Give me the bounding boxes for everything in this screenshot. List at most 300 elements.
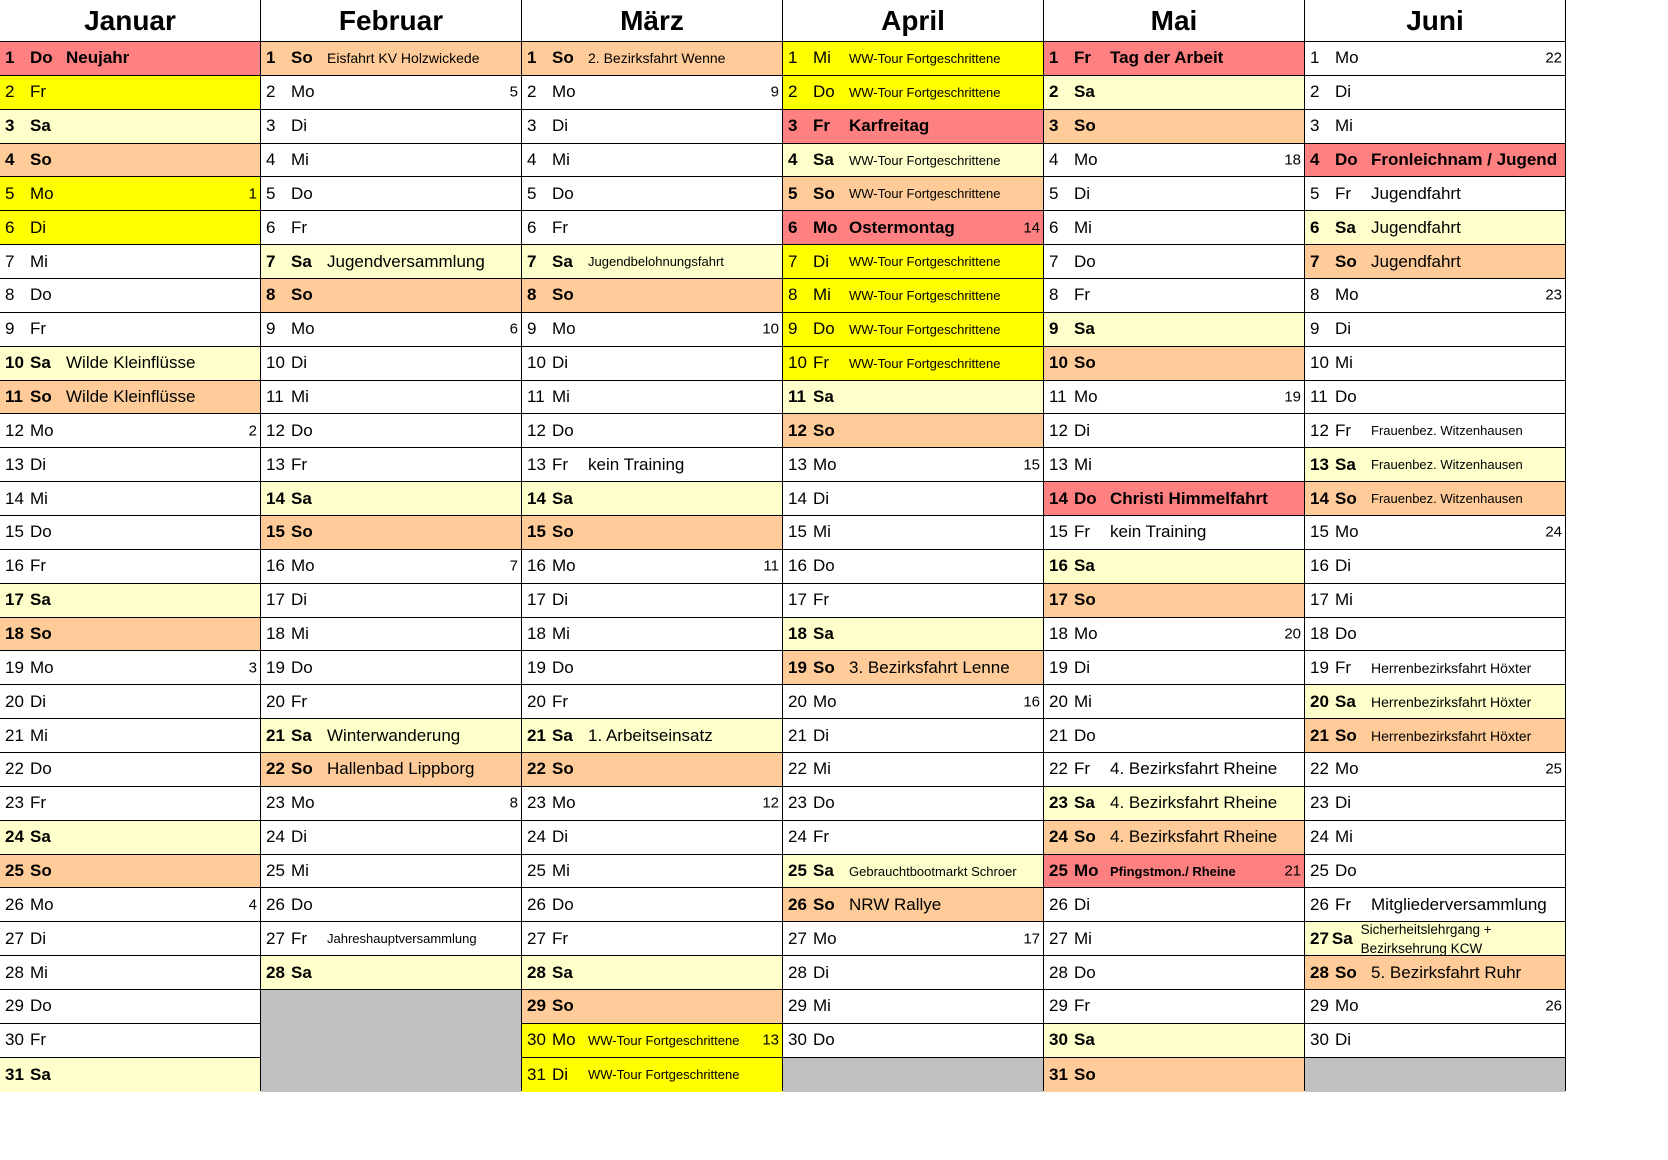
weekday: Fr — [813, 827, 830, 847]
day-row — [0, 753, 260, 787]
week-number: 11 — [763, 557, 779, 575]
weekday: Mi — [1335, 590, 1353, 610]
day-row — [783, 990, 1043, 1024]
day-row — [783, 144, 1043, 178]
day-number: 9 — [266, 319, 276, 339]
day-number: 15 — [1310, 522, 1329, 542]
weekday: So — [552, 759, 574, 779]
day-row — [1044, 177, 1304, 211]
day-number: 1 — [788, 48, 798, 68]
day-row — [0, 482, 260, 516]
day-row — [522, 414, 782, 448]
day-row — [1305, 211, 1565, 245]
weekday: Fr — [1335, 657, 1352, 677]
weekday: Mo — [552, 793, 576, 813]
day-number: 28 — [5, 962, 24, 982]
day-number: 15 — [788, 522, 807, 542]
day-row — [0, 313, 260, 347]
day-row — [261, 618, 521, 652]
week-number: 12 — [762, 794, 779, 812]
day-row — [522, 211, 782, 245]
day-row — [522, 516, 782, 550]
day-row — [1305, 347, 1565, 381]
day-row — [1044, 1024, 1304, 1058]
weekday: Mo — [552, 82, 576, 102]
day-number: 9 — [1310, 319, 1320, 339]
day-number: 13 — [5, 454, 24, 474]
day-number: 8 — [266, 285, 276, 305]
weekday: Fr — [30, 1030, 47, 1050]
day-row — [1044, 753, 1304, 787]
day-number: 6 — [788, 217, 798, 237]
event-label: 5. Bezirksfahrt Ruhr — [1371, 962, 1522, 982]
weekday: Mi — [1074, 691, 1092, 711]
week-number: 14 — [1023, 219, 1040, 237]
day-number: 19 — [527, 657, 546, 677]
day-row — [261, 211, 521, 245]
day-row — [1305, 821, 1565, 855]
weekday: Mo — [30, 183, 54, 203]
weekday: Mo — [1335, 48, 1359, 68]
day-number: 1 — [1310, 48, 1320, 68]
day-number: 26 — [788, 894, 807, 914]
weekday: Mi — [30, 488, 48, 508]
day-row — [261, 381, 521, 415]
day-number: 27 — [788, 928, 807, 948]
event-label: Wilde Kleinflüsse — [66, 353, 196, 373]
empty-day-cell — [261, 1058, 521, 1092]
weekday: Mo — [1335, 522, 1359, 542]
event-label: 4. Bezirksfahrt Rheine — [1110, 827, 1278, 847]
weekday: Fr — [291, 217, 308, 237]
day-row — [0, 211, 260, 245]
event-label: Jugendversammlung — [327, 251, 485, 271]
event-label: Wilde Kleinflüsse — [66, 387, 196, 407]
day-row — [261, 76, 521, 110]
day-number: 2 — [1310, 82, 1320, 102]
day-row — [522, 787, 782, 821]
event-label: Mitgliederversammlung — [1371, 894, 1547, 914]
day-row — [783, 651, 1043, 685]
day-row — [522, 347, 782, 381]
weekday: Mo — [1335, 996, 1359, 1016]
weekday: Do — [813, 793, 835, 813]
weekday: Sa — [291, 962, 312, 982]
day-row — [1044, 347, 1304, 381]
weekday: Fr — [1335, 420, 1352, 440]
event-label: WW-Tour Fortgeschrittene — [849, 287, 1001, 303]
day-row — [522, 110, 782, 144]
event-label: Neujahr — [66, 48, 130, 68]
day-row — [522, 685, 782, 719]
empty-day-cell — [261, 1024, 521, 1058]
day-number: 25 — [266, 861, 285, 881]
weekday: Mi — [1074, 217, 1092, 237]
day-number: 8 — [788, 285, 798, 305]
day-number: 31 — [527, 1064, 546, 1084]
weekday: Mi — [1074, 928, 1092, 948]
day-number: 18 — [788, 624, 807, 644]
day-number: 23 — [266, 793, 285, 813]
weekday: Di — [291, 353, 308, 373]
week-number: 4 — [248, 896, 257, 914]
day-row — [261, 956, 521, 990]
event-label: 1. Arbeitseinsatz — [588, 725, 713, 745]
day-row — [261, 144, 521, 178]
day-row — [1305, 313, 1565, 347]
weekday: So — [1074, 1064, 1096, 1084]
day-number: 30 — [5, 1030, 24, 1050]
weekday: Mo — [813, 454, 837, 474]
day-row — [1044, 42, 1304, 76]
week-number: 9 — [770, 83, 779, 101]
day-number: 26 — [1310, 894, 1329, 914]
day-row — [261, 448, 521, 482]
day-number: 1 — [266, 48, 276, 68]
day-number: 15 — [527, 522, 546, 542]
day-row — [0, 448, 260, 482]
day-number: 16 — [788, 556, 807, 576]
weekday: Do — [1074, 725, 1096, 745]
day-number: 23 — [1310, 793, 1329, 813]
day-row — [783, 888, 1043, 922]
weekday: Do — [291, 183, 313, 203]
day-row — [783, 719, 1043, 753]
day-row — [261, 414, 521, 448]
day-row — [0, 245, 260, 279]
weekday: Mo — [1074, 624, 1098, 644]
week-number: 23 — [1545, 286, 1562, 304]
weekday: So — [30, 624, 52, 644]
day-row — [0, 381, 260, 415]
weekday: Di — [1074, 657, 1091, 677]
weekday: Mi — [813, 48, 831, 68]
day-number: 14 — [527, 488, 546, 508]
day-number: 11 — [1049, 387, 1067, 407]
weekday: Sa — [552, 251, 573, 271]
day-number: 25 — [5, 861, 24, 881]
weekday: Sa — [291, 725, 312, 745]
day-number: 8 — [527, 285, 537, 305]
weekday: Sa — [30, 353, 51, 373]
day-row — [1044, 448, 1304, 482]
weekday: So — [813, 183, 835, 203]
month-column-februar — [261, 0, 522, 1091]
day-row — [1305, 922, 1565, 956]
day-row — [522, 1024, 782, 1058]
day-row — [783, 821, 1043, 855]
day-row — [0, 719, 260, 753]
day-number: 24 — [527, 827, 546, 847]
event-label: Eisfahrt KV Holzwickede — [327, 50, 480, 67]
day-row — [783, 245, 1043, 279]
weekday: Mo — [291, 319, 315, 339]
day-row — [0, 42, 260, 76]
month-header: Februar — [261, 0, 521, 42]
event-label: WW-Tour Fortgeschrittene — [588, 1067, 740, 1083]
weekday: Do — [1335, 387, 1357, 407]
week-number: 21 — [1284, 862, 1301, 880]
day-row — [522, 584, 782, 618]
weekday: Mo — [30, 420, 54, 440]
day-number: 3 — [788, 116, 798, 136]
month-header: Januar — [0, 0, 260, 42]
day-row — [1305, 584, 1565, 618]
day-row — [261, 753, 521, 787]
day-number: 27 — [527, 928, 546, 948]
day-number: 17 — [788, 590, 807, 610]
event-label: WW-Tour Fortgeschrittene — [588, 1032, 740, 1048]
day-number: 12 — [527, 420, 546, 440]
day-row — [1305, 381, 1565, 415]
weekday: Sa — [291, 251, 312, 271]
day-number: 9 — [5, 319, 15, 339]
day-number: 16 — [527, 556, 546, 576]
day-row — [1305, 956, 1565, 990]
day-row — [261, 245, 521, 279]
day-row — [522, 618, 782, 652]
day-row — [783, 956, 1043, 990]
day-row — [1305, 990, 1565, 1024]
day-number: 30 — [1049, 1030, 1068, 1050]
day-row — [1044, 414, 1304, 448]
day-number: 22 — [5, 759, 24, 779]
day-number: 24 — [1310, 827, 1329, 847]
day-row — [261, 177, 521, 211]
event-label: Frauenbez. Witzenhausen — [1371, 423, 1523, 439]
weekday: Do — [1335, 150, 1358, 169]
weekday: Do — [813, 556, 835, 576]
weekday: Sa — [1074, 319, 1095, 339]
day-row — [0, 110, 260, 144]
day-row — [1044, 211, 1304, 245]
day-number: 10 — [266, 353, 285, 373]
day-row — [1305, 1024, 1565, 1058]
day-number: 7 — [527, 251, 537, 271]
weekday: Fr — [1074, 48, 1091, 68]
weekday: So — [1074, 116, 1096, 136]
day-row — [1044, 685, 1304, 719]
event-label: Winterwanderung — [327, 725, 461, 745]
event-label: kein Training — [1110, 522, 1207, 542]
weekday: Mi — [552, 387, 570, 407]
day-row — [1305, 550, 1565, 584]
day-number: 21 — [1049, 725, 1068, 745]
day-number: 10 — [788, 353, 807, 373]
day-row — [783, 381, 1043, 415]
day-number: 6 — [527, 217, 537, 237]
day-number: 7 — [1310, 251, 1320, 271]
day-number: 20 — [5, 691, 24, 711]
weekday: Mi — [1335, 827, 1353, 847]
day-row — [1044, 651, 1304, 685]
day-row — [261, 516, 521, 550]
week-number: 25 — [1545, 760, 1562, 778]
weekday: So — [30, 387, 52, 407]
weekday: Do — [291, 894, 313, 914]
day-row — [1305, 651, 1565, 685]
event-label: Gebrauchtbootmarkt Schroer — [849, 863, 1017, 879]
day-number: 20 — [1049, 691, 1068, 711]
weekday: So — [1335, 725, 1357, 745]
weekday: So — [1335, 251, 1357, 271]
day-number: 14 — [788, 488, 807, 508]
weekday: Di — [30, 928, 47, 948]
day-row — [1044, 719, 1304, 753]
day-number: 15 — [1049, 522, 1068, 542]
day-number: 10 — [1049, 353, 1068, 373]
event-label: 4. Bezirksfahrt Rheine — [1110, 793, 1278, 813]
day-number: 8 — [5, 285, 15, 305]
day-number: 20 — [266, 691, 285, 711]
day-number: 31 — [1049, 1064, 1068, 1084]
weekday: Fr — [552, 928, 569, 948]
weekday: Di — [291, 590, 308, 610]
weekday: Mi — [552, 624, 570, 644]
day-number: 16 — [1049, 556, 1068, 576]
weekday: Sa — [30, 827, 51, 847]
event-label: Herrenbezirksfahrt Höxter — [1371, 659, 1532, 676]
week-number: 15 — [1023, 456, 1040, 474]
weekday: Di — [552, 1064, 569, 1084]
weekday: So — [291, 759, 313, 779]
day-row — [783, 347, 1043, 381]
day-number: 10 — [1310, 353, 1329, 373]
weekday: Fr — [552, 217, 569, 237]
day-row — [261, 347, 521, 381]
weekday: Do — [30, 522, 52, 542]
week-number: 17 — [1023, 930, 1040, 948]
day-number: 27 — [5, 928, 24, 948]
day-row — [522, 956, 782, 990]
weekday: Di — [291, 827, 308, 847]
weekday: Mo — [1074, 861, 1099, 881]
weekday: Di — [30, 691, 47, 711]
day-number: 6 — [1049, 217, 1059, 237]
weekday: Sa — [813, 387, 834, 407]
day-number: 16 — [5, 556, 24, 576]
day-number: 11 — [1310, 387, 1328, 407]
day-number: 25 — [1049, 861, 1068, 881]
weekday: Mi — [30, 251, 48, 271]
day-number: 22 — [1049, 759, 1068, 779]
day-number: 11 — [5, 387, 23, 407]
day-row — [522, 448, 782, 482]
day-number: 23 — [5, 793, 24, 813]
weekday: So — [1074, 590, 1096, 610]
day-number: 8 — [1049, 285, 1059, 305]
weekday: Di — [1335, 556, 1352, 576]
weekday: So — [291, 522, 313, 542]
day-number: 28 — [788, 962, 807, 982]
event-label: WW-Tour Fortgeschrittene — [849, 152, 1001, 168]
day-row — [1044, 821, 1304, 855]
day-number: 9 — [527, 319, 537, 339]
day-row — [783, 516, 1043, 550]
day-number: 21 — [5, 725, 24, 745]
weekday: Di — [30, 454, 47, 474]
weekday: Sa — [1074, 556, 1095, 576]
day-row — [1305, 414, 1565, 448]
day-number: 15 — [266, 522, 285, 542]
day-row — [261, 787, 521, 821]
day-row — [783, 177, 1043, 211]
day-row — [0, 990, 260, 1024]
week-number: 20 — [1284, 625, 1301, 643]
weekday: Sa — [1074, 82, 1095, 102]
day-row — [1044, 110, 1304, 144]
weekday: Mo — [1074, 387, 1098, 407]
event-label: Fronleichnam / Jugend — [1371, 150, 1558, 169]
day-row — [0, 516, 260, 550]
week-number: 18 — [1284, 151, 1301, 169]
weekday: Mo — [291, 793, 315, 813]
day-row — [783, 922, 1043, 956]
day-row — [261, 584, 521, 618]
weekday: Do — [813, 1030, 835, 1050]
day-number: 5 — [527, 183, 537, 203]
day-row — [1305, 618, 1565, 652]
day-row — [0, 922, 260, 956]
day-number: 20 — [788, 691, 807, 711]
weekday: Sa — [1331, 928, 1353, 948]
month-column-märz — [522, 0, 783, 1091]
day-number: 6 — [5, 217, 15, 237]
day-number: 22 — [788, 759, 807, 779]
weekday: Do — [1074, 488, 1097, 508]
weekday: Mo — [291, 82, 315, 102]
weekday: Mi — [552, 861, 570, 881]
day-number: 2 — [527, 82, 537, 102]
weekday: Di — [30, 217, 47, 237]
weekday: Mi — [552, 150, 570, 169]
day-row — [1305, 279, 1565, 313]
day-row — [783, 110, 1043, 144]
weekday: Fr — [813, 116, 830, 136]
day-number: 1 — [5, 48, 15, 68]
day-row — [1044, 245, 1304, 279]
day-row — [0, 1024, 260, 1058]
weekday: Do — [1335, 624, 1357, 644]
weekday: Mo — [813, 691, 837, 711]
weekday: Do — [30, 48, 53, 68]
day-number: 12 — [266, 420, 285, 440]
day-number: 19 — [1049, 657, 1068, 677]
day-row — [522, 1058, 782, 1092]
weekday: So — [291, 48, 313, 68]
day-number: 17 — [1049, 590, 1068, 610]
event-label: Sicherheitslehrgang + Bezirksehrung KCW — [1360, 922, 1492, 956]
day-row — [261, 110, 521, 144]
weekday: So — [552, 522, 574, 542]
day-number: 2 — [266, 82, 276, 102]
day-row — [261, 855, 521, 889]
day-number: 12 — [788, 420, 807, 440]
day-row — [1044, 618, 1304, 652]
day-number: 23 — [788, 793, 807, 813]
day-number: 23 — [527, 793, 546, 813]
day-number: 5 — [1049, 183, 1059, 203]
day-row — [0, 76, 260, 110]
day-number: 11 — [788, 387, 806, 407]
day-number: 1 — [527, 48, 537, 68]
weekday: Di — [1074, 420, 1091, 440]
weekday: Mo — [1335, 285, 1359, 305]
day-number: 21 — [266, 725, 285, 745]
event-label: Tag der Arbeit — [1110, 48, 1224, 68]
weekday: Mi — [1335, 116, 1353, 136]
week-number: 7 — [509, 557, 518, 575]
